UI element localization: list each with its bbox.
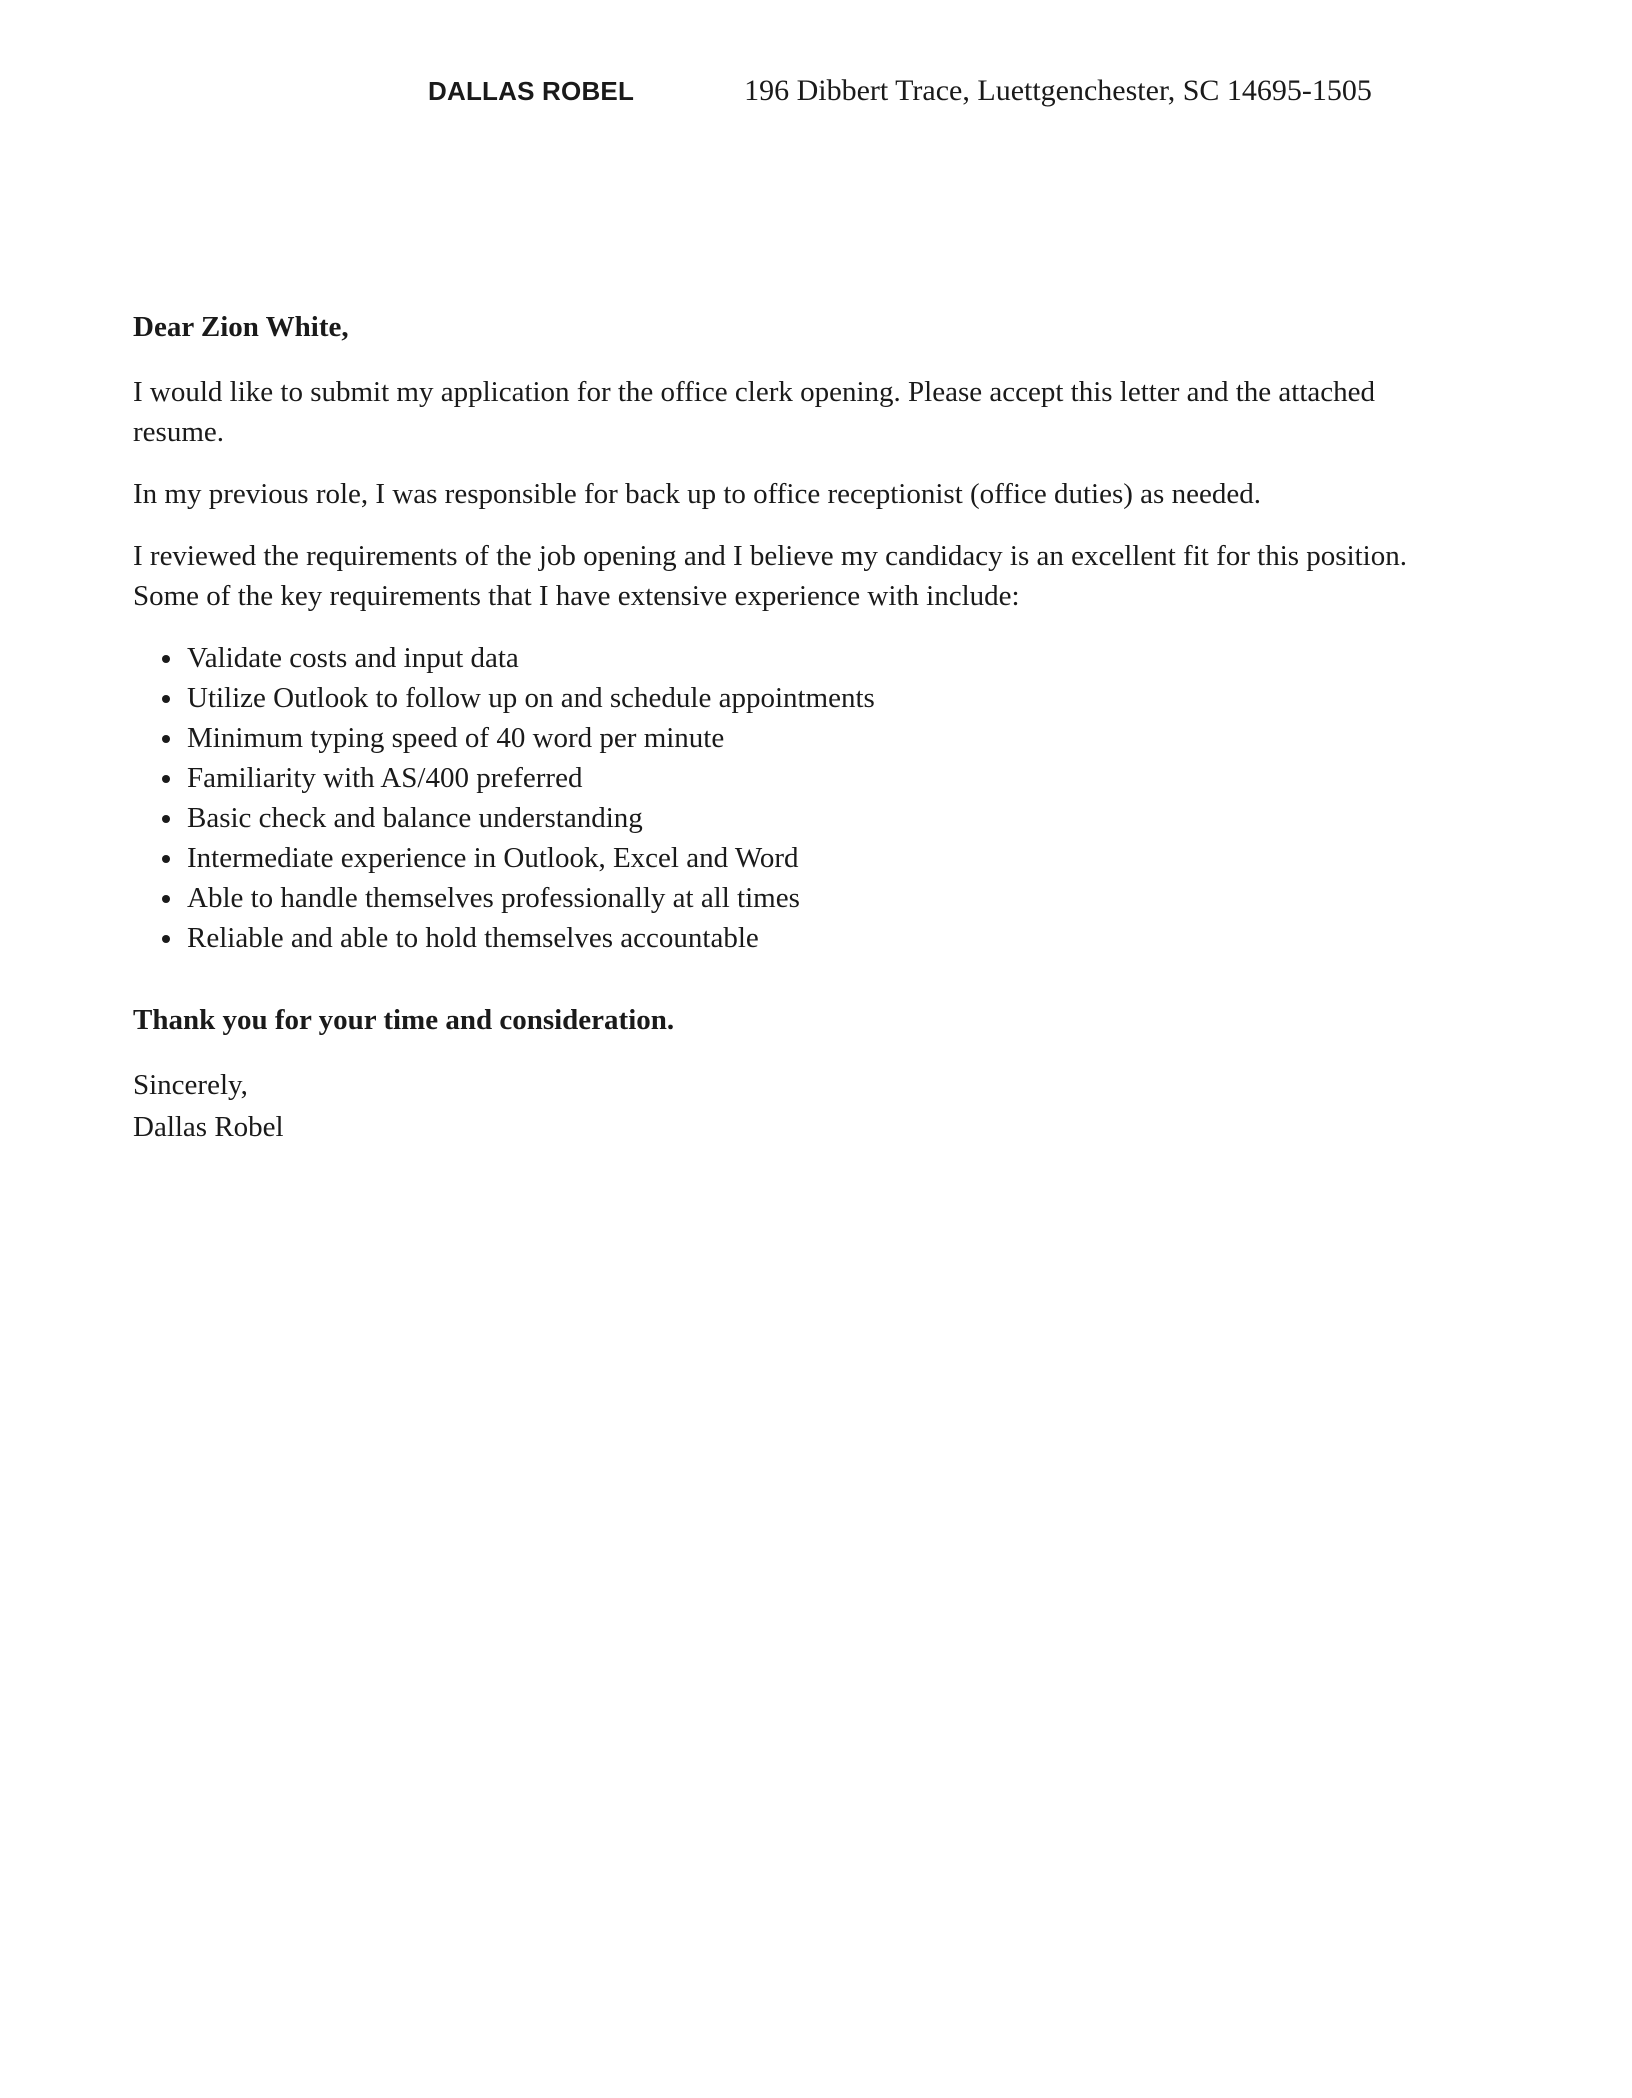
letter-body: [133, 307, 1433, 1148]
requirements-list: [133, 638, 1433, 958]
letter-header: [0, 0, 1632, 112]
paragraph-requirements-intro: I reviewed the requirements of the job opening and I believe my candidacy is an excellent fit for this position. Some of the key requirements that I have extensive experience with include:: [133, 540, 1407, 612]
signature-block: [133, 1064, 1433, 1148]
requirement-item: • Intermediate experience in Outlook, Excel and Word: [185, 838, 1433, 878]
valediction: Sincerely,: [133, 1069, 248, 1101]
sender-address: 196 Dibbert Trace, Luettgenchester, SC 14695-1505: [744, 74, 1372, 107]
signature-name: Dallas Robel: [133, 1111, 284, 1143]
closing-emphasis: Thank you for your time and consideration.: [133, 1004, 675, 1036]
requirement-item: • Utilize Outlook to follow up on and schedule appointments: [185, 678, 1433, 718]
requirement-item: • Validate costs and input data: [185, 638, 1433, 678]
requirement-item: • Reliable and able to hold themselves accountable: [185, 918, 1433, 958]
paragraph-application-intro: I would like to submit my application for the office clerk opening. Please accept this letter and the attached resume.: [133, 376, 1376, 448]
requirement-item: • Able to handle themselves professionally at all times: [185, 878, 1433, 918]
paragraph-previous-role: In my previous role, I was responsible for back up to office receptionist (office duties) as needed.: [133, 478, 1261, 510]
requirement-item: • Familiarity with AS/400 preferred: [185, 758, 1433, 798]
salutation: Dear Zion White,: [133, 311, 349, 343]
sender-name: DALLAS ROBEL: [428, 76, 635, 106]
requirement-item: • Basic check and balance understanding: [185, 798, 1433, 838]
requirement-item: • Minimum typing speed of 40 word per minute: [185, 718, 1433, 758]
